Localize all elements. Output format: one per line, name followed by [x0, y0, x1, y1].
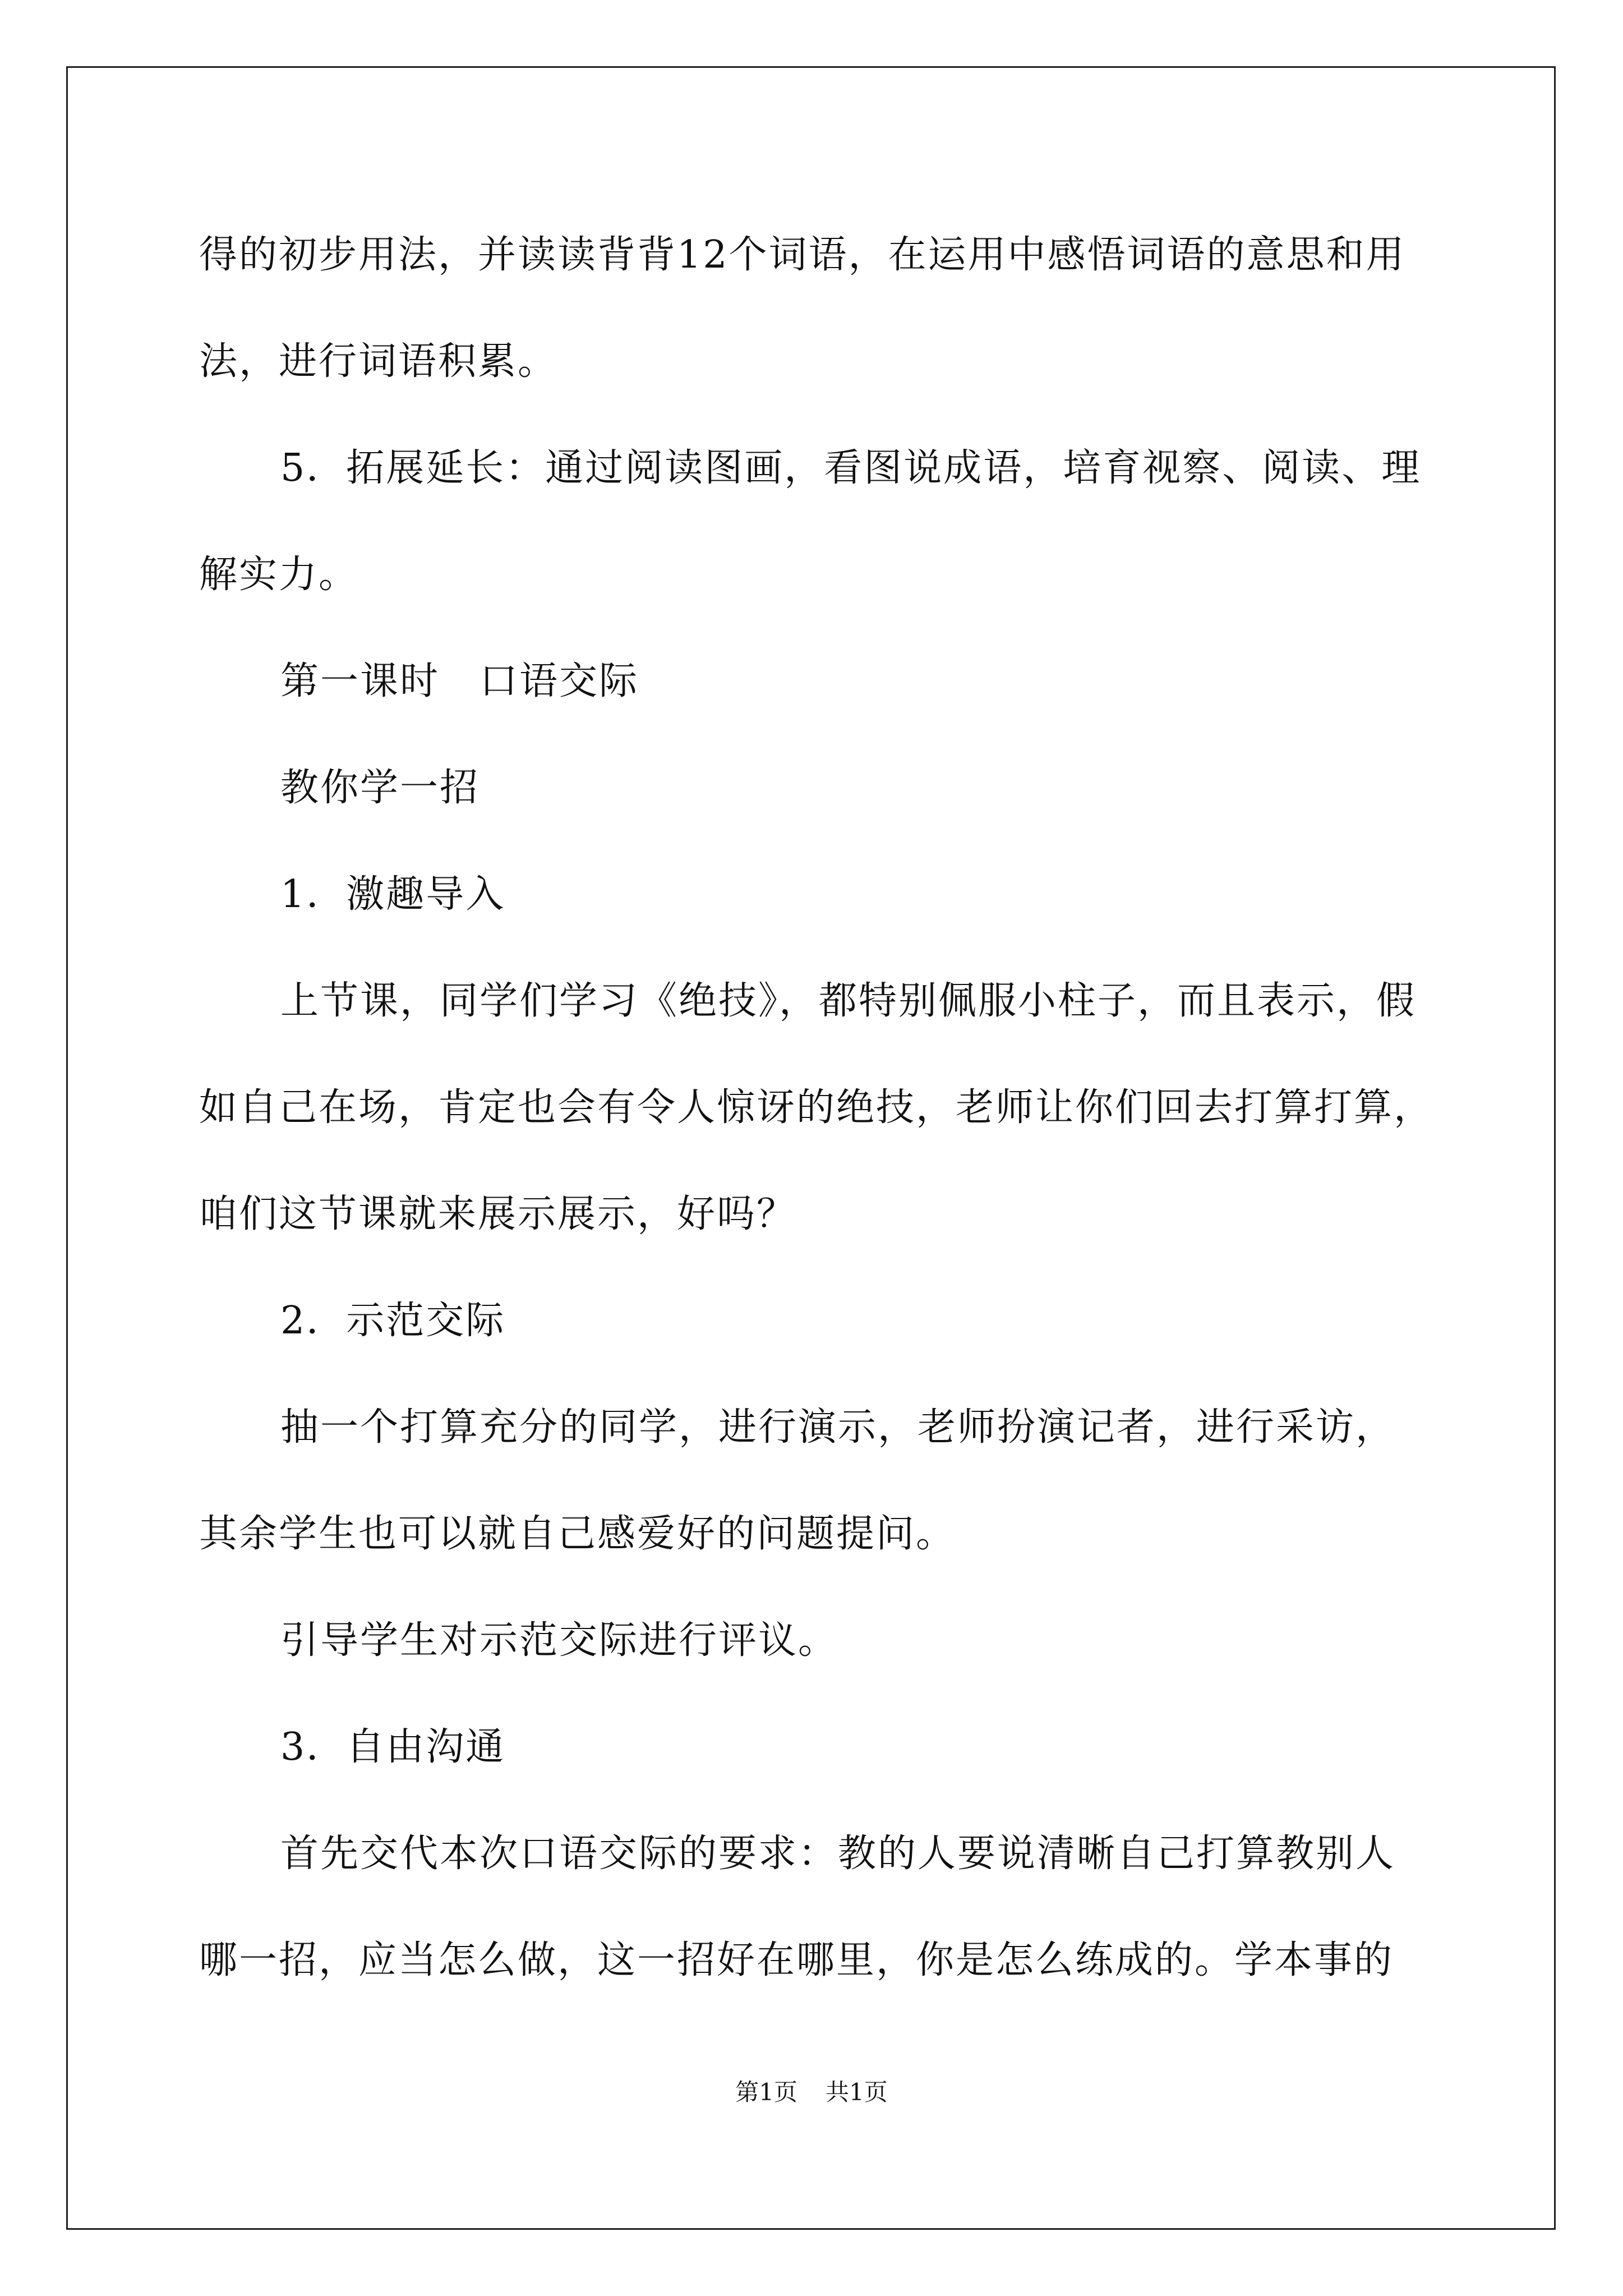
text-line-17: 哪一招，应当怎么做，这一招好在哪里，你是怎么练成的。学本事的 — [199, 1938, 1394, 1982]
text-line-13: 其余学生也可以就自己感爱好的问题提问。 — [199, 1512, 956, 1556]
text-line-9: 如自己在场，肯定也会有令人惊讶的绝技，老师让你们回去打算打算， — [199, 1085, 1434, 1130]
step-heading-3: 3．自由沟通 — [280, 1725, 506, 1769]
text-line-14: 引导学生对示范交际进行评议。 — [280, 1618, 838, 1663]
text-line-10: 咱们这节课就来展示展示，好吗？ — [199, 1192, 797, 1236]
step-heading-1: 1．激趣导入 — [280, 872, 506, 917]
text-line-8: 上节课，同学们学习《绝技》，都特别佩服小柱子，而且表示，假 — [280, 979, 1417, 1023]
text-line-16: 首先交代本次口语交际的要求：教的人要说清晰自己打算教别人 — [280, 1832, 1396, 1876]
document-body — [199, 202, 1472, 2014]
text-line-1: 得的初步用法，并读读背背12个词语，在运用中感悟词语的意思和用 — [199, 233, 1406, 277]
section-heading: 第一课时 口语交际 — [280, 659, 639, 703]
page-total: 共1页 — [826, 2078, 888, 2106]
text-line-12: 抽一个打算充分的同学，进行演示，老师扮演记者，进行采访， — [280, 1405, 1396, 1450]
text-line-4: 解实力。 — [199, 553, 359, 597]
page-footer — [0, 2076, 1623, 2109]
text-line-2: 法，进行词语积累。 — [199, 339, 558, 384]
section-subheading: 教你学一招 — [280, 766, 480, 810]
step-heading-2: 2．示范交际 — [280, 1299, 506, 1343]
page-number: 第1页 — [735, 2078, 797, 2106]
text-line-3: 5．拓展延长：通过阅读图画，看图说成语，培育视察、阅读、理 — [280, 446, 1422, 490]
